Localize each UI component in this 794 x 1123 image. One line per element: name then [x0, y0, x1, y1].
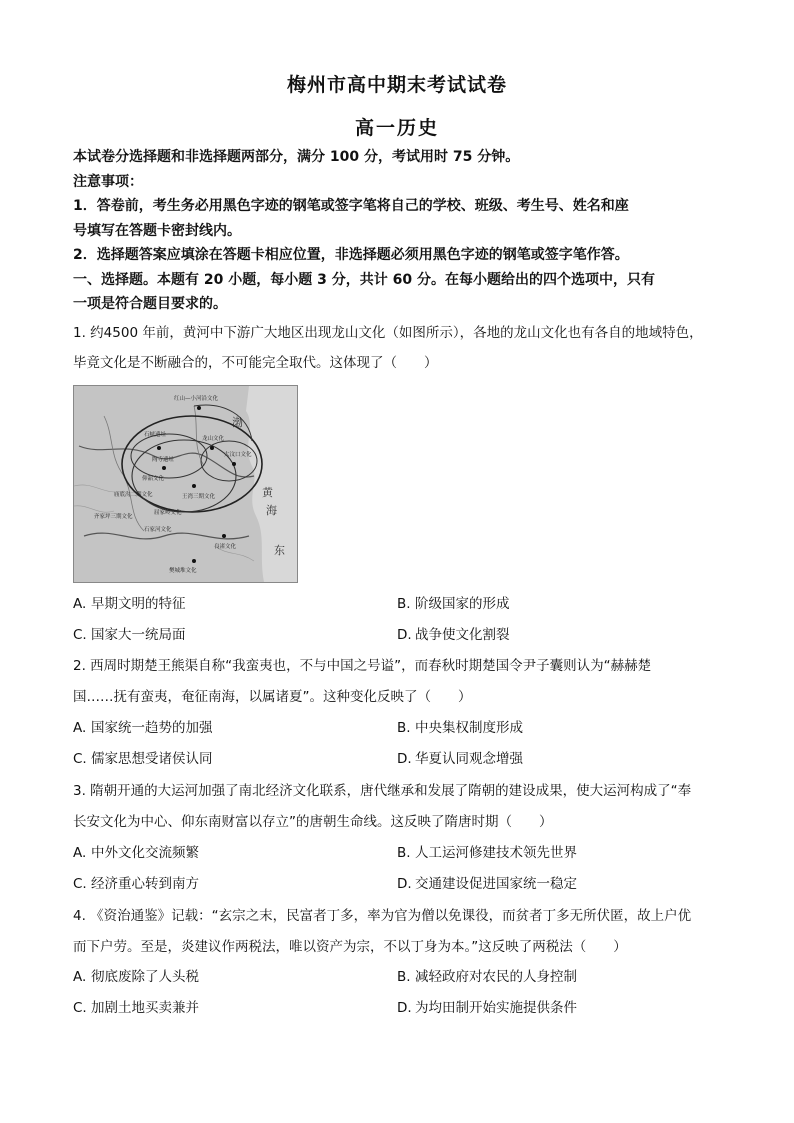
question-2-option-c[interactable]: C. 儒家思想受诸侯认同 — [73, 751, 213, 767]
note-2: 2．选择题答案应填涂在答题卡相应位置，非选择题必须用黑色字迹的钢笔或签字笔作答。 — [73, 247, 629, 263]
longshan-culture-map — [73, 385, 298, 583]
question-1-text: 1. 约4500 年前，黄河中下游广大地区出现龙山文化（如图所示），各地的龙山文化也有各自的地域特色， — [73, 325, 703, 341]
question-2-text: 2. 西周时期楚王熊渠自称“我蛮夷也，不与中国之号谥”，而春秋时期楚国令尹子囊则认为“赫赫楚 — [73, 658, 652, 674]
map-label: 石家河文化 — [144, 527, 172, 533]
map-label: 庙底沟二期文化 — [114, 492, 153, 498]
question-1-option-a[interactable]: A. 早期文明的特征 — [73, 596, 186, 612]
question-3-option-b[interactable]: B. 人工运河修建技术领先世界 — [397, 845, 577, 861]
map-label: 陶寺遗址 — [152, 457, 175, 463]
question-2-text: 国……抚有蛮夷，奄征南海，以属诸夏”。这种变化反映了（ ） — [73, 689, 472, 705]
section-1-heading: 一、选择题。本题有 20 小题，每小题 3 分，共计 60 分。在每小题给出的四个选项中，只有 — [73, 272, 655, 288]
question-2-option-b[interactable]: B. 中央集权制度形成 — [397, 720, 523, 736]
question-3-option-d[interactable]: D. 交通建设促进国家统一稳定 — [397, 876, 577, 892]
question-1-option-c[interactable]: C. 国家大一统局面 — [73, 627, 186, 643]
map-label: 龙山文化 — [202, 436, 225, 442]
notice-heading: 注意事项： — [73, 174, 143, 190]
map-sea-label: 黄 — [262, 486, 273, 499]
map-image — [74, 386, 297, 582]
question-2-option-a[interactable]: A. 国家统一趋势的加强 — [73, 720, 213, 736]
question-1-option-d[interactable]: D. 战争使文化割裂 — [397, 627, 510, 643]
map-label: 屈家岭文化 — [154, 510, 182, 516]
question-4-option-b[interactable]: B. 减轻政府对农民的人身控制 — [397, 969, 577, 985]
question-3-text: 长安文化为中心、仰东南财富以存立”的唐朝生命线。这反映了隋唐时期（ ） — [73, 814, 553, 830]
exam-instructions: 本试卷分选择题和非选择题两部分，满分 100 分，考试用时 75 分钟。 — [73, 149, 520, 165]
question-4-option-d[interactable]: D. 为均田制开始实施提供条件 — [397, 1000, 577, 1016]
map-label: 大汶口文化 — [224, 452, 252, 458]
question-4-text: 而下户劳。至是，炎建议作两税法，唯以资产为宗，不以丁身为本。”这反映了两税法（ ） — [73, 939, 627, 955]
map-sea-label: 东 — [274, 544, 285, 557]
note-1-continued: 号填写在答题卡密封线内。 — [73, 223, 241, 239]
map-label: 良渚文化 — [214, 544, 237, 550]
question-1-option-b[interactable]: B. 阶级国家的形成 — [397, 596, 510, 612]
page-title: 梅州市高中期末考试试卷 — [286, 74, 507, 96]
map-sea-label: 渤 — [232, 416, 243, 429]
question-3-text: 3. 隋朝开通的大运河加强了南北经济文化联系，唐代继承和发展了隋朝的建设成果，使大运河构成了“奉 — [73, 783, 692, 799]
question-4-option-c[interactable]: C. 加剧土地买卖兼并 — [73, 1000, 199, 1016]
note-1: 1．答卷前，考生务必用黑色字迹的钢笔或签字笔将自己的学校、班级、考生号、姓名和座 — [73, 198, 629, 214]
map-sea-label: 海 — [266, 504, 277, 517]
question-3-option-c[interactable]: C. 经济重心转到南方 — [73, 876, 199, 892]
map-label: 樊城堆文化 — [169, 568, 197, 574]
section-1-heading-continued: 一项是符合题目要求的。 — [73, 296, 227, 312]
map-label: 仰韶文化 — [142, 476, 165, 482]
map-label: 石峡遗址 — [144, 432, 167, 438]
map-label: 红山—小河沿文化 — [174, 396, 219, 402]
question-4-option-a[interactable]: A. 彻底废除了人头税 — [73, 969, 199, 985]
question-4-text: 4. 《资治通鉴》记载：“玄宗之末，民富者丁多，率为官为僧以免课役，而贫者丁多无所伏匿，故上户优 — [73, 908, 692, 924]
map-label: 王湾三期文化 — [182, 494, 216, 500]
question-2-option-d[interactable]: D. 华夏认同观念增强 — [397, 751, 523, 767]
map-label: 齐家坪三期文化 — [94, 514, 133, 520]
page-subtitle: 高一历史 — [354, 117, 439, 139]
question-1-text: 毕竟文化是不断融合的，不可能完全取代。这体现了（ ） — [73, 355, 438, 371]
question-3-option-a[interactable]: A. 中外文化交流频繁 — [73, 845, 199, 861]
